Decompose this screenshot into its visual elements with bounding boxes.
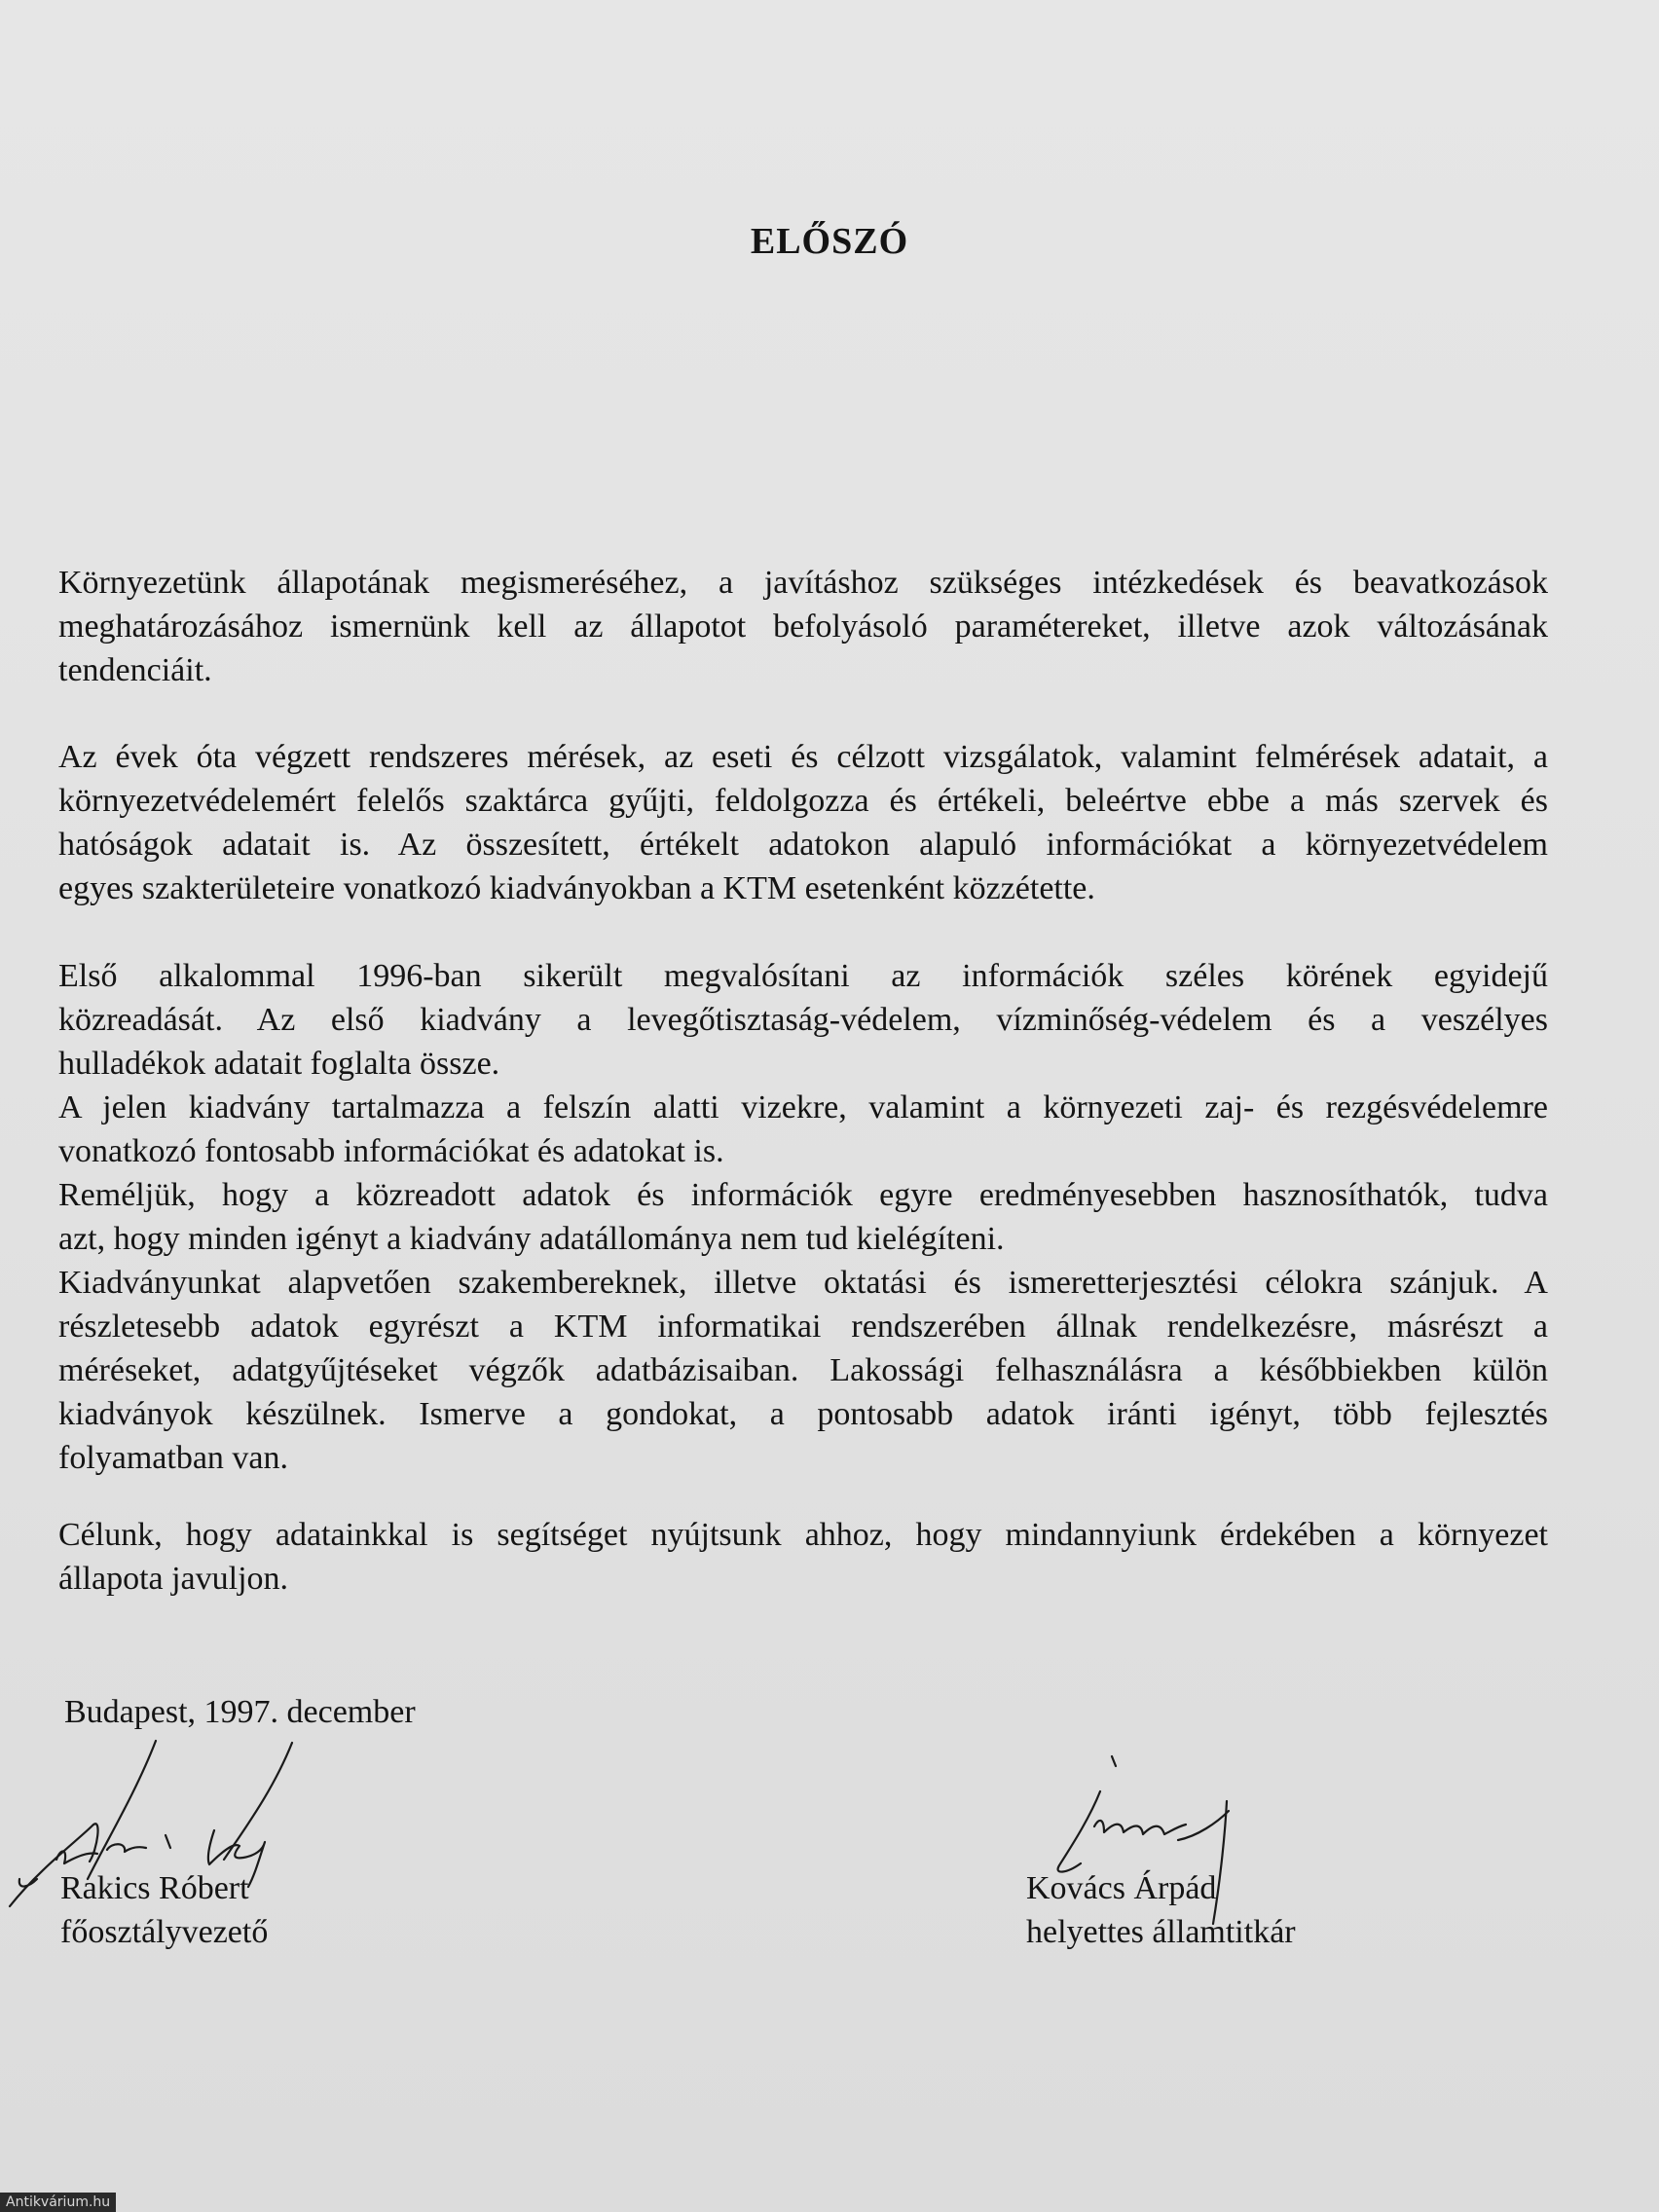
text-line: állapota javuljon. bbox=[58, 1561, 289, 1597]
watermark: Antikvárium.hu bbox=[0, 2193, 116, 2212]
signatory-left bbox=[60, 1866, 268, 1954]
text-line: folyamatban van. bbox=[58, 1440, 289, 1476]
dateline: Budapest, 1997. december bbox=[64, 1694, 416, 1730]
signatory-left-name: Rakics Róbert bbox=[60, 1870, 249, 1906]
text-line: hatóságok adatait is. Az összesített, értékelt adatokon alapuló információkat a környezetvédelem bbox=[58, 827, 1548, 863]
signatory-left-title: főosztályvezető bbox=[60, 1914, 269, 1950]
text-line: Környezetünk állapotának megismeréséhez, a javításhoz szükséges intézkedések és beavatkozások bbox=[58, 565, 1548, 601]
text-line: környezetvédelemért felelős szaktárca gyűjti, feldolgozza és értékeli, beleértve ebbe a más szervek és bbox=[58, 783, 1548, 819]
text-line: azt, hogy minden igényt a kiadvány adatállománya nem tud kielégíteni. bbox=[58, 1221, 1005, 1257]
text-line: közreadását. Az első kiadvány a levegőtisztaság-védelem, vízminőség-védelem és a veszélyes bbox=[58, 1002, 1548, 1038]
paragraph-3 bbox=[58, 954, 1548, 1480]
text-line: vonatkozó fontosabb információkat és adatokat is. bbox=[58, 1133, 724, 1169]
paragraph-1 bbox=[58, 561, 1548, 692]
text-line: méréseket, adatgyűjtéseket végzők adatbázisaiban. Lakossági felhasználásra a későbbiekben külön bbox=[58, 1352, 1548, 1388]
signatory-right bbox=[1026, 1866, 1296, 1954]
text-line: hulladékok adatait foglalta össze. bbox=[58, 1046, 500, 1082]
page-title: ELŐSZÓ bbox=[750, 221, 909, 262]
text-line: A jelen kiadvány tartalmazza a felszín alatti vizekre, valamint a környezeti zaj- és rezgésvédelemre bbox=[58, 1089, 1548, 1125]
text-line: Az évek óta végzett rendszeres mérések, az eseti és célzott vizsgálatok, valamint felmérések adatait, a bbox=[58, 739, 1548, 775]
text-line: meghatározásához ismernünk kell az állapotot befolyásoló paramétereket, illetve azok változásának bbox=[58, 608, 1548, 645]
text-line: egyes szakterületeire vonatkozó kiadványokban a KTM esetenként közzétette. bbox=[58, 870, 1095, 906]
signatory-right-title: helyettes államtitkár bbox=[1026, 1914, 1296, 1950]
text-line: kiadványok készülnek. Ismerve a gondokat, a pontosabb adatok iránti igényt, több fejlesztés bbox=[58, 1396, 1548, 1432]
text-line: Célunk, hogy adatainkkal is segítséget nyújtsunk ahhoz, hogy mindannyiunk érdekében a környezet bbox=[58, 1517, 1548, 1553]
text-line: Reméljük, hogy a közreadott adatok és információk egyre eredményesebben hasznosíthatók, tudva bbox=[58, 1177, 1548, 1213]
paragraph-2 bbox=[58, 735, 1548, 910]
text-line: részletesebb adatok egyrészt a KTM informatikai rendszerében állnak rendelkezésre, másrészt a bbox=[58, 1309, 1548, 1345]
signatory-right-name: Kovács Árpád bbox=[1026, 1870, 1217, 1906]
text-line: Kiadványunkat alapvetően szakembereknek, illetve oktatási és ismeretterjesztési célokra szánjuk. A bbox=[58, 1265, 1548, 1301]
text-line: Első alkalommal 1996-ban sikerült megvalósítani az információk széles körének egyidejű bbox=[58, 958, 1548, 994]
text-line: tendenciáit. bbox=[58, 652, 212, 688]
paragraph-4 bbox=[58, 1513, 1548, 1601]
